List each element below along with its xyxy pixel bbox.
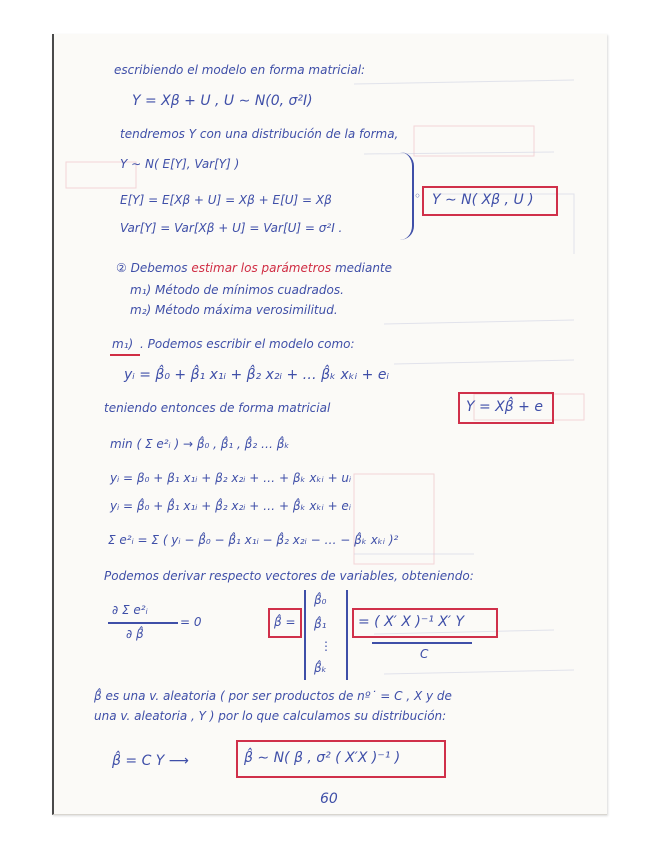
- beta-hat-box: [268, 608, 302, 638]
- beta-hat-cy: β̂ = C Y ⟶: [112, 753, 189, 769]
- matrix-form-sentence: teniendo entonces de forma matricial: [104, 401, 331, 415]
- y-distribution-result: Y ∼ N( Xβ , U ): [432, 192, 534, 208]
- min-sum-line: min ( Σ e²ᵢ ) → β̂₀ , β̂₁ , β̂₂ … β̂ₖ: [110, 437, 290, 451]
- vector-entry: β̂ₖ: [314, 661, 327, 675]
- distribution-sentence: tendremos Y con una distribución de la forma,: [120, 127, 399, 141]
- method-one-underline: [110, 354, 140, 356]
- section-two-heading: [116, 262, 392, 274]
- right-brace: [400, 152, 414, 240]
- vector-entry: β̂₁: [314, 617, 327, 631]
- expectation-line: E[Y] = E[Xβ + U] = Xβ + E[U] = Xβ: [120, 193, 332, 207]
- matrix-form-equation: Y = Xβ̂ + e: [466, 399, 543, 415]
- brace-tip: ◦: [414, 189, 422, 203]
- residual-sum-line: Σ e²ᵢ = Σ ( yᵢ − β̂₀ − β̂₁ x₁ᵢ − β̂₂ x₂ᵢ − … − β̂ₖ xₖᵢ )²: [108, 533, 399, 547]
- model-rewrite-line: . Podemos escribir el modelo como:: [140, 337, 355, 351]
- sample-model-equation: yᵢ = β̂₀ + β̂₁ x₁ᵢ + β̂₂ x₂ᵢ + … β̂ₖ xₖᵢ + eᵢ: [124, 367, 389, 383]
- method-two: m₂) Método máxima verosimilitud.: [130, 303, 338, 317]
- derivative-numerator: ∂ Σ e²ᵢ: [112, 603, 148, 617]
- c-label: C: [420, 647, 429, 661]
- method-one-tag: m₁): [112, 337, 134, 351]
- vector-bracket-right: [346, 590, 348, 680]
- heading-text-b: mediante: [334, 261, 393, 275]
- y-distribution-line: Y ∼ N( E[Y], Var[Y] ): [120, 157, 240, 171]
- heading-highlight: estimar los parámetros: [191, 261, 332, 275]
- ols-estimator-box: [352, 608, 498, 638]
- fraction-bar: [108, 622, 178, 624]
- beta-distribution-result: β̂ ∼ N( β , σ² ( X′X )⁻¹ ): [244, 750, 401, 766]
- derivative-equals-zero: = 0: [180, 615, 202, 629]
- vector-bracket-left: [304, 590, 306, 680]
- matrix-form-box: [458, 392, 554, 424]
- beta-distribution-box: [236, 740, 446, 778]
- random-vector-sentence-1: β̂ es una v. aleatoria ( por ser productos de nº˙ = C , X y de: [94, 689, 452, 703]
- ols-estimator-formula: = ( X′ X )⁻¹ X′ Y: [358, 614, 465, 630]
- vector-entry: β̂₀: [314, 593, 327, 607]
- variance-line: Var[Y] = Var[Xβ + U] = Var[U] = σ²I .: [120, 221, 343, 235]
- heading-text-a: Debemos: [130, 261, 188, 275]
- notebook-page: [52, 34, 607, 815]
- estimated-model-line: yᵢ = β̂₀ + β̂₁ x₁ᵢ + β̂₂ x₂ᵢ + … + β̂ₖ xₖᵢ + eᵢ: [110, 499, 351, 513]
- method-one: m₁) Método de mínimos cuadrados.: [130, 283, 344, 297]
- model-equation: Y = Xβ + U , U ∼ N(0, σ²I): [132, 93, 313, 109]
- population-model-line: yᵢ = β₀ + β₁ x₁ᵢ + β₂ x₂ᵢ + … + βₖ xₖᵢ + uᵢ: [110, 471, 352, 485]
- random-vector-sentence-2: una v. aleatoria , Y ) por lo que calculamos su distribución:: [94, 709, 447, 723]
- section-number: ②: [116, 261, 127, 275]
- y-distribution-box: [422, 186, 558, 216]
- c-underbrace: [372, 642, 472, 644]
- page-number: 60: [320, 791, 338, 807]
- derivative-sentence: Podemos derivar respecto vectores de variables, obteniendo:: [104, 569, 474, 583]
- beta-hat-label: β̂ =: [274, 615, 296, 629]
- derivative-denominator: ∂ β̂: [126, 627, 144, 641]
- intro-line: escribiendo el modelo en forma matricial:: [114, 63, 366, 77]
- vector-entry: ⋮: [320, 639, 332, 653]
